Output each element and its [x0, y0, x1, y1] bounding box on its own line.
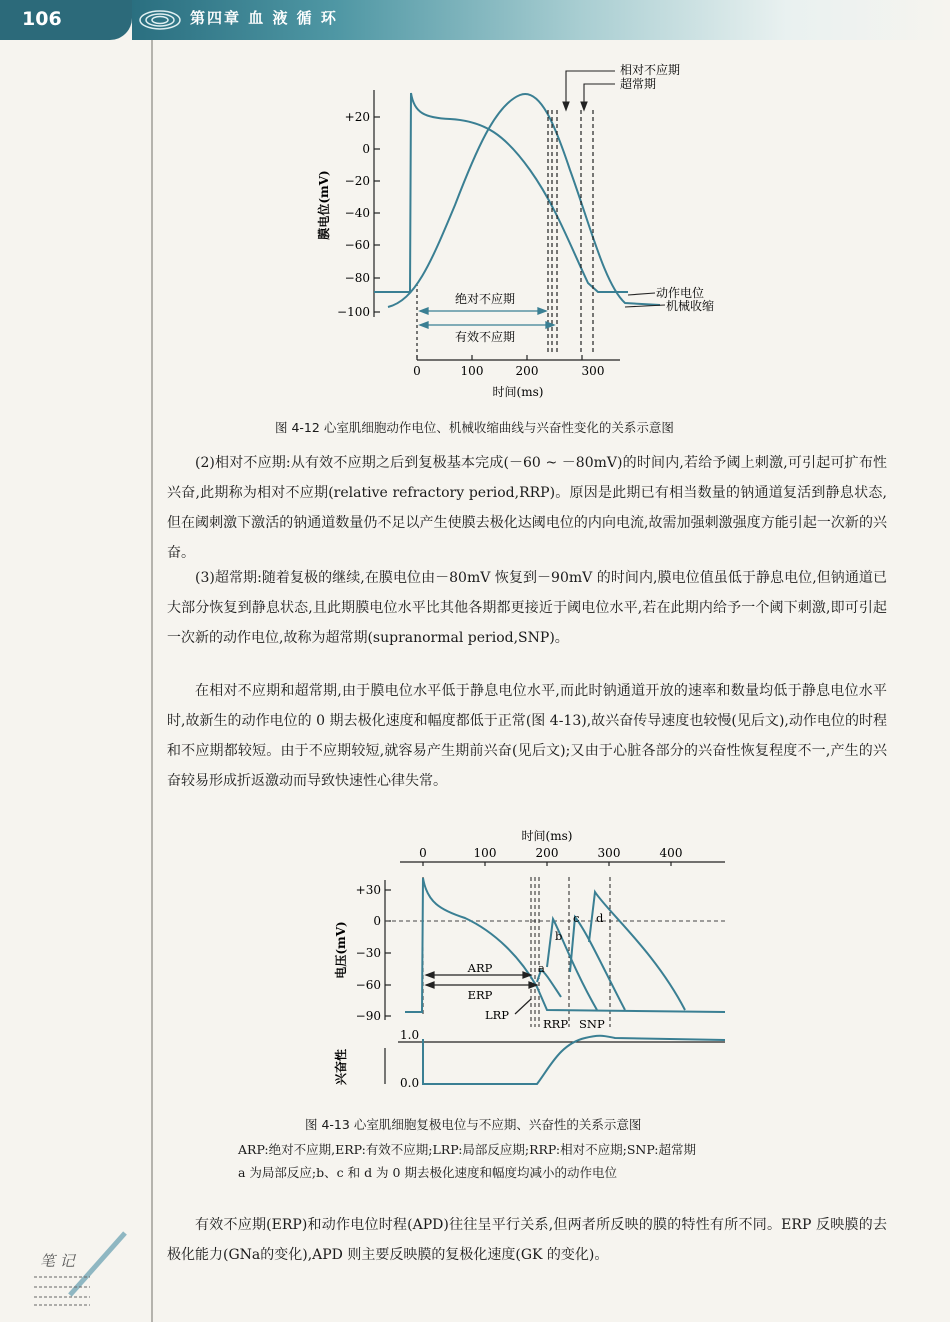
- ap-curve-c: [570, 917, 625, 1010]
- paragraph-discussion: 在相对不应期和超常期,由于膜电位水平低于静息电位水平,而此时钠通道开放的速率和数量均低于静息电位水平时,故新生的动作电位的 0 期去极化速度和幅度都低于正常(图 4-13),故兴奋传导速度也较慢(见后文),动作电位的时程和不应期都较短。由于不应期较短,就容易产生期前兴奋(见后文);又由于心脏各部分的兴奋性恢复程度不一,产生的兴奋较易形成折返激动而导致快速性心律失常。: [167, 683, 887, 789]
- y-tick: −20: [344, 174, 370, 188]
- figure-4-12: [290, 55, 760, 405]
- x-axis-label: 时间(ms): [492, 385, 544, 399]
- x-tick: 400: [659, 846, 683, 860]
- y-tick: −90: [355, 1009, 381, 1023]
- margin-line: [151, 40, 153, 1322]
- x-tick: 300: [597, 846, 621, 860]
- y-tick: −60: [344, 238, 370, 252]
- excitability-tick: 1.0: [400, 1028, 420, 1042]
- y-tick: −40: [344, 206, 370, 220]
- snp-label: 超常期: [620, 77, 657, 91]
- excitability-tick: 0.0: [400, 1076, 420, 1090]
- y-axis-label: 电压(mV): [334, 921, 348, 979]
- label-b: b: [555, 929, 563, 943]
- label-a: a: [538, 961, 545, 975]
- x-tick: 0: [413, 364, 421, 378]
- paragraph-final: 有效不应期(ERP)和动作电位时程(APD)往往呈平行关系,但两者所反映的膜的特性有所不同。ERP 反映膜的去极化能力(GNa的变化),APD 则主要反映膜的复极化速度(GK 的变化)。: [167, 1217, 887, 1263]
- x-tick: 200: [515, 364, 539, 378]
- figure-4-13: [325, 822, 735, 1097]
- swirl-logo-icon: [135, 2, 185, 38]
- label-d: d: [596, 911, 604, 925]
- y-tick: −80: [344, 271, 370, 285]
- y-tick: −100: [337, 305, 370, 319]
- chapter-title: 第四章 血 液 循 环: [190, 9, 338, 27]
- erp-label: ERP: [467, 988, 493, 1002]
- excitability-label: 兴奋性: [334, 1048, 348, 1086]
- action-potential-curve: [374, 93, 628, 292]
- arp-label: ARP: [467, 961, 493, 975]
- page-number: 106: [0, 0, 132, 40]
- erp-label: 有效不应期: [454, 330, 516, 344]
- mechanical-contraction-curve: [388, 94, 660, 307]
- ap-label: 动作电位: [656, 286, 705, 300]
- y-tick: 0: [362, 142, 370, 156]
- x-tick: 300: [581, 364, 605, 378]
- x-tick: 100: [473, 846, 497, 860]
- arp-label: 绝对不应期: [454, 292, 516, 306]
- ap-curve-d: [589, 892, 685, 1010]
- figure-4-13-caption: 图 4-13 心室肌细胞复极电位与不应期、兴奋性的关系示意图: [305, 1117, 642, 1132]
- margin-note-label: 笔 记: [40, 1252, 75, 1270]
- figure-4-12-caption: 图 4-12 心室肌细胞动作电位、机械收缩曲线与兴奋性变化的关系示意图: [275, 420, 674, 435]
- figure-4-13-note-2: a 为局部反应;b、c 和 d 为 0 期去极化速度和幅度均减小的动作电位: [238, 1165, 617, 1180]
- paragraph-snp: (3)超常期:随着复极的继续,在膜电位由－80mV 恢复到－90mV 的时间内,膜电位值虽低于静息电位,但钠通道已大部分恢复到静息状态,且此期膜电位水平比其他各期都更接近于阈电位水平,若在此期内给予一个阈下刺激,即可引起一次新的动作电位,故称为超常期(supranormal period,SNP)。: [167, 570, 887, 646]
- mc-label: 机械收缩: [666, 299, 715, 313]
- y-tick: −30: [355, 946, 381, 960]
- figure-4-13-note-1: ARP:绝对不应期,ERP:有效不应期;LRP:局部反应期;RRP:相对不应期;SNP:超常期: [238, 1142, 697, 1157]
- y-tick: +20: [344, 110, 370, 124]
- rrp-label: RRP: [543, 1017, 569, 1031]
- y-tick: +30: [355, 883, 381, 897]
- paragraph-rrp: (2)相对不应期:从有效不应期之后到复极基本完成(－60 ~ －80mV)的时间内,若给予阈上刺激,可引起可扩布性兴奋,此期称为相对不应期(relative refractory period,RRP)。原因是此期已有相当数量的钠通道复活到静息状态,但在阈刺激下激活的钠通道数量仍不足以产生使膜去极化达阈电位的内向电流,故需加强刺激强度方能引起一次新的兴奋。: [167, 455, 887, 561]
- x-axis-label: 时间(ms): [521, 829, 573, 843]
- snp-label: SNP: [579, 1017, 605, 1031]
- lrp-label: LRP: [485, 1008, 510, 1022]
- pen-icon: [30, 1225, 130, 1310]
- y-axis-label: 膜电位(mV): [317, 170, 331, 240]
- x-tick: 200: [535, 846, 559, 860]
- rrp-label: 相对不应期: [620, 63, 681, 77]
- excitability-curve: [423, 1036, 725, 1084]
- y-tick: 0: [373, 914, 381, 928]
- label-c: c: [573, 911, 580, 925]
- x-tick: 100: [460, 364, 484, 378]
- y-tick: −60: [355, 978, 381, 992]
- x-tick: 0: [419, 846, 427, 860]
